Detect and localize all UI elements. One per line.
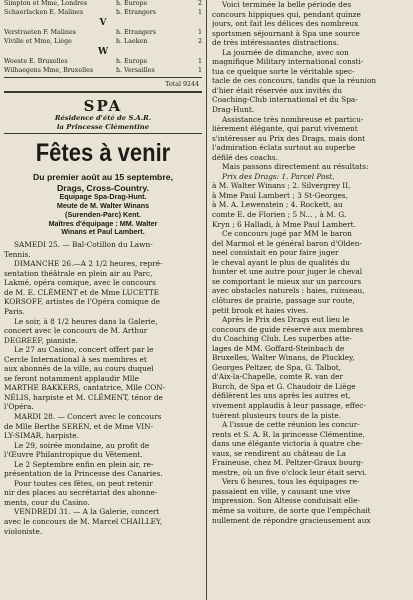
text-line: du Coaching Club. Les superbes atte- bbox=[212, 334, 352, 344]
text-line: violoniste. bbox=[4, 526, 43, 536]
text-line: dans une élégante victoria à quatre che- bbox=[212, 439, 363, 449]
text-line: Prix des Drags: 1. Parcel Post, bbox=[222, 171, 335, 181]
text-line: l'admiration éclata surtout au superbe bbox=[212, 143, 356, 153]
equipage-line: Maîtres d'équipage : MM. Walter bbox=[48, 218, 158, 228]
text-line: DIMANCHE 26.—A 2 1/2 heures, repré- bbox=[14, 259, 163, 269]
text-line: nullement de répondre gracieusement aux bbox=[212, 515, 371, 525]
text-line: Georges Peltzer, de Spa, G. Talbot, bbox=[212, 362, 342, 372]
text-line: à M. Walter Winans ; 2. Silvergrey II, bbox=[212, 181, 351, 191]
dates-line: Du premier août au 15 septembre, bbox=[32, 172, 173, 183]
text-line: rents et S. A. R. la princesse Clémentine, bbox=[212, 429, 365, 439]
text-line: LY-SIMAR, harpiste. bbox=[4, 431, 79, 441]
text-line: Ce concours jugé par MM le baron bbox=[222, 229, 352, 239]
left-column bbox=[4, 0, 202, 536]
residence-subtitle: Résidence d'été de S.A.R. bbox=[54, 114, 152, 122]
text-line: Kryn ; 6 Halladi, à Mme Paul Lambert. bbox=[212, 219, 356, 229]
princess-subtitle: la Princesse Clémentine bbox=[56, 122, 150, 131]
registry-row: Wilhaegens Mme, Bruxelles h. Versailles 1 bbox=[4, 66, 202, 74]
text-line: à Mme Paul Lambert ; 3 St-Georges, bbox=[212, 190, 348, 200]
text-line: de Mlle Berthe SEREN, et de Mme VIN- bbox=[4, 421, 154, 431]
text-line: le cheval ayant le plus de qualités du bbox=[212, 257, 350, 267]
text-line: vaux, se rendirent au château de La bbox=[212, 448, 347, 458]
text-line: avec le concours de M. Marcel CHAILLEY, bbox=[4, 517, 163, 527]
text-line: Tennis. bbox=[4, 249, 31, 259]
text-line: s'intéresser au Prix des Drags, mais dont bbox=[212, 133, 366, 143]
text-line: VENDREDI 31. — A la Galerie, concert bbox=[14, 507, 160, 517]
text-line: lages de MM. Goffard-Steinbach de bbox=[212, 343, 345, 353]
text-line: Burch, de Spa et G. Chaudoir de Liège bbox=[212, 381, 356, 391]
equipage-line: Equipage Spa-Drag-Hunt. bbox=[59, 192, 147, 202]
text-line: Cercle International à ses membres et bbox=[4, 354, 147, 364]
registry-row: Viville et Mme, Liège h. Laeken 2 bbox=[4, 37, 202, 45]
text-line: même sa voiture, de sorte que l'empêchait bbox=[212, 505, 371, 515]
text-line: à M. A. Lewenstein ; 4. Rockett, au bbox=[212, 200, 343, 210]
text-line: défilèrent les uns après les autres et, bbox=[212, 391, 351, 401]
text-line: Le soir, à 8 1/2 heures dans la Galerie, bbox=[14, 316, 158, 326]
text-line: MARTHE BAKKERS, cantatrice, Mlle CON- bbox=[4, 383, 166, 393]
text-line: de M. E. CLÉMENT et de Mme LUCETTE bbox=[4, 287, 160, 297]
text-line: défilé des coachs. bbox=[212, 152, 278, 162]
text-line: impression. Son Altesse conduisait elle- bbox=[212, 496, 360, 506]
dates-line: Drags, Cross-Country. bbox=[56, 182, 150, 193]
text-line: se comportant le mieux sur un parcours bbox=[212, 276, 362, 286]
text-line: sentation théâtrale en plein air au Parc, bbox=[4, 268, 153, 278]
registry-total: Total 9244 bbox=[165, 81, 199, 88]
equipage-line: Meute de M. Walter Winans bbox=[56, 200, 150, 210]
text-line: ments, cour du Casino. bbox=[4, 497, 90, 507]
text-line: l'Œuvre Philantropique du Vêtement. bbox=[4, 450, 143, 460]
text-line: Paris. bbox=[4, 307, 25, 316]
text-line: présentation de la Princesse des Canaries. bbox=[4, 469, 163, 479]
text-line: lièrement élégante, qui parut vivement bbox=[212, 124, 358, 134]
spa-title: SPA bbox=[83, 97, 123, 115]
text-line: d'hier était réservée aux invités du bbox=[212, 85, 342, 95]
text-line: passaient en ville, y causant une vive bbox=[212, 486, 351, 496]
text-line: Drag-Hunt. bbox=[212, 105, 255, 115]
text-line: aux abonnés de la ville, au cours duquel bbox=[4, 364, 154, 374]
text-line: tua ce quelque sorte le véritable spec- bbox=[212, 66, 355, 76]
text-line: tacle de ces concours, tandis que la réunion bbox=[212, 76, 377, 86]
fetes-heading: Fêtes à venir bbox=[35, 138, 171, 167]
registry-row: Woeste E. Bruxelles h. Europe 1 bbox=[4, 58, 202, 65]
text-line: avec obstacles naturels : haies, ruisseau, bbox=[212, 286, 365, 296]
text-line: Le 2 Septembre enfin en plein air, re- bbox=[14, 459, 154, 469]
text-line: Fraineuse, chez M. Peltzer-Graux bourg- bbox=[212, 458, 364, 468]
registry-letter-w: W bbox=[97, 47, 109, 57]
text-line: La journée de dimanche, avec son bbox=[222, 47, 349, 57]
visitor-registry bbox=[4, 0, 202, 89]
right-column bbox=[212, 0, 408, 525]
text-line: Lakmé, opéra comique, avec le concours bbox=[4, 278, 156, 288]
divider bbox=[4, 133, 202, 134]
text-line: A l'issue de cette réunion les concur- bbox=[222, 420, 360, 430]
section-divider bbox=[4, 91, 202, 93]
text-line: Voici terminée la belle période des bbox=[222, 0, 352, 9]
text-line: d'Aix-la-Chapelle, comte R. van der bbox=[212, 372, 344, 382]
text-line: DEGREEF, pianiste. bbox=[4, 335, 78, 345]
text-line: Assistance très nombreuse et particu- bbox=[222, 114, 364, 124]
text-line: mestre, où un five o'clock leur était servi. bbox=[212, 467, 367, 477]
divider bbox=[4, 77, 202, 78]
text-line: Pour toutes ces fêtes, on peut retenir bbox=[14, 478, 153, 488]
equipage-line: (Surenden-Parc) Kent. bbox=[65, 209, 141, 219]
text-line: Mais passons directement au résultats: bbox=[222, 162, 369, 172]
registry-row: Verstraeten F. Malines h. Etrangers 1 bbox=[4, 29, 202, 36]
text-line: vivement applaudis à leur passage, effec- bbox=[212, 400, 366, 410]
text-line: Le 29, soirée mondaine, au profit de bbox=[14, 440, 150, 450]
text-line: concours de guide réservé aux membres bbox=[212, 324, 364, 334]
text-line: NÉLIS, harpiste et M. CLÉMENT, ténor de bbox=[4, 392, 163, 402]
text-line: Le 27 au Casino, concert offert par le bbox=[14, 345, 154, 355]
text-line: Après le Prix des Drags eut lieu le bbox=[222, 315, 350, 325]
text-line: concours hippiques qui, pendant quinze bbox=[212, 9, 361, 19]
text-line: hunter et une autre pour juger le cheval bbox=[212, 267, 363, 277]
text-line: KORSOFF, artistes de l'Opéra comique de bbox=[4, 297, 161, 307]
text-line: concert avec le concours de M. Arthur bbox=[4, 326, 148, 336]
text-line: petit brook et haies vives. bbox=[212, 305, 309, 315]
column-rule bbox=[206, 0, 207, 600]
text-line: del Marmol et le général baron d'Olden- bbox=[212, 238, 362, 248]
text-line: jours, ont fait les délices des nombreux bbox=[212, 19, 359, 29]
equipage-line: Winans et Paul Lambert. bbox=[61, 227, 145, 237]
text-line: Coaching-Club international et du Spa- bbox=[212, 95, 358, 105]
text-line: Bruxelles, Walter Winans, de Pluckley, bbox=[212, 353, 355, 363]
text-line: nir des places au secrétariat des abonne- bbox=[4, 488, 158, 498]
text-line: sportsmen séjournant à Spa une source bbox=[212, 28, 360, 38]
text-line: Vers 6 heures, tous les équipages re- bbox=[222, 477, 360, 487]
registry-row: Simpton et Mme, Londres h. Europe 2 bbox=[4, 0, 202, 7]
text-line: tuèrent plusieurs tours de la piste. bbox=[212, 410, 342, 420]
registry-row: Schaerlacken E. Malines h. Etrangers 1 bbox=[4, 8, 202, 16]
text-line: se feront notamment applaudir Mlle bbox=[4, 373, 139, 383]
text-line: clôtures de prairie, passage sur route, bbox=[212, 295, 355, 305]
text-line: MARDI 28. — Concert avec le concours bbox=[14, 412, 162, 422]
text-line: l'Opéra. bbox=[4, 402, 34, 412]
text-line: comte E. de Florien ; 5 N... , à M. G. bbox=[212, 210, 347, 220]
text-line: neel consistait en pour faire juger bbox=[212, 248, 339, 258]
text-line: de très intéressantes distractions. bbox=[212, 38, 339, 48]
text-line: magnifique Military international consti- bbox=[212, 57, 364, 67]
text-line: SAMEDI 25. — Bal-Cotillon du Lawn- bbox=[14, 240, 153, 250]
registry-letter-v: V bbox=[99, 18, 107, 28]
events-text bbox=[4, 240, 202, 536]
